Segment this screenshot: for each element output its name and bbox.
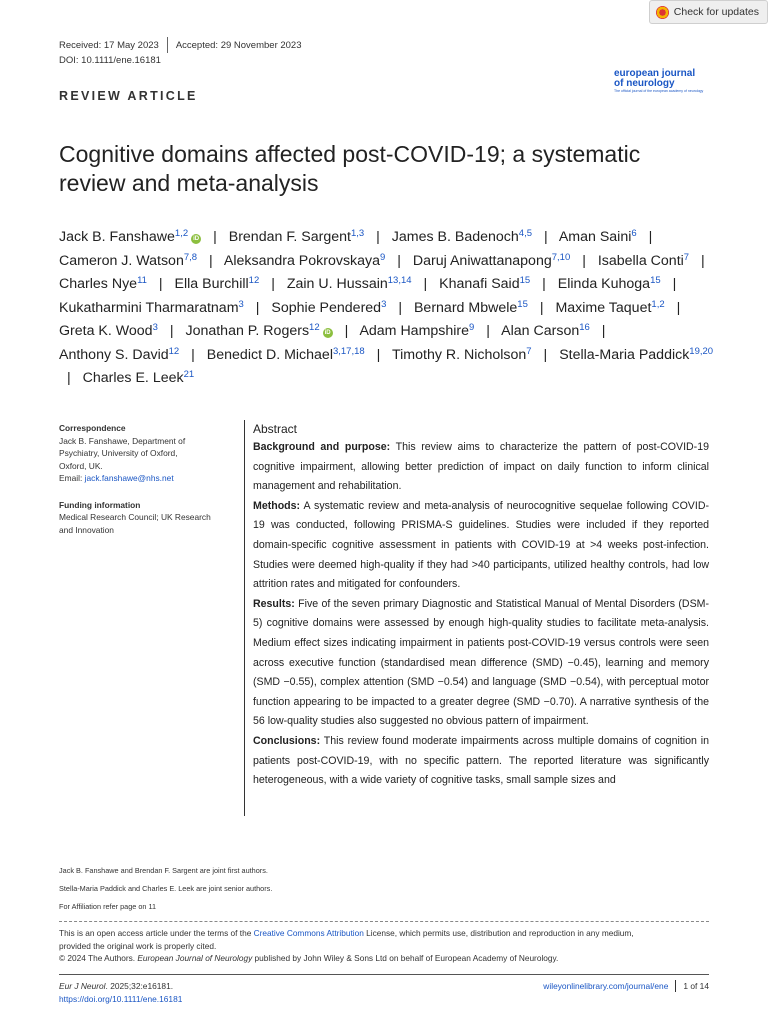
author-separator: | — [67, 370, 71, 386]
author-name: Sophie Pendered — [271, 299, 382, 316]
author-affiliation[interactable]: 12 — [248, 275, 260, 286]
author-name: Timothy R. Nicholson — [392, 346, 527, 363]
funding-line: Medical Research Council; UK Research — [59, 512, 211, 522]
author — [207, 347, 365, 363]
author-affiliation[interactable]: 9 — [469, 322, 475, 333]
check-for-updates-label: Check for updates — [673, 6, 759, 18]
author — [501, 323, 590, 339]
author — [59, 229, 201, 245]
author — [59, 323, 158, 339]
author — [555, 300, 664, 316]
author-separator: | — [582, 252, 586, 269]
author-name: Isabella Conti — [597, 252, 684, 269]
received-date: Received: 17 May 2023 — [59, 39, 159, 51]
crossmark-icon — [656, 6, 669, 19]
author-name: Bernard Mbwele — [413, 299, 518, 316]
cc-license-link[interactable]: Creative Commons Attribution — [253, 928, 364, 938]
journal-logo — [614, 69, 703, 94]
email-line — [59, 472, 239, 485]
journal-logo-line1: european journal — [614, 68, 696, 79]
license-text-part: This is an open access article under the terms of the — [59, 928, 254, 938]
abstract-section — [253, 595, 709, 732]
author-name: Stella-Maria Paddick — [559, 346, 690, 363]
abstract-heading: Abstract — [253, 422, 298, 436]
author-separator: | — [543, 346, 548, 363]
author — [558, 276, 661, 292]
author-separator: | — [601, 323, 606, 339]
abstract-section — [253, 438, 709, 497]
journal-logo-line2: of neurology — [614, 78, 675, 89]
author-separator: | — [676, 299, 681, 316]
note: Stella-Maria Paddick and Charles E. Leek are joint senior authors. — [59, 884, 273, 893]
author-name: Brendan F. Sargent — [228, 229, 351, 245]
author — [287, 276, 412, 292]
author-affiliation[interactable]: 21 — [183, 369, 195, 380]
author — [59, 347, 179, 363]
footer-right — [543, 980, 709, 992]
author-separator: | — [543, 229, 548, 245]
author-name: Elinda Kuhoga — [557, 276, 651, 292]
author-affiliation[interactable]: 7,8 — [183, 251, 198, 263]
author — [413, 253, 570, 269]
section-label: Methods: — [253, 499, 301, 512]
citation-journal: Eur J Neurol — [59, 981, 106, 991]
author-separator: | — [191, 346, 195, 363]
funding-block — [59, 499, 239, 537]
correspondence-line: Oxford, UK. — [59, 460, 103, 471]
author — [598, 253, 689, 269]
author-separator: | — [271, 276, 275, 292]
author-name: Jack B. Fanshawe — [59, 229, 175, 245]
author-name: Adam Hampshire — [359, 323, 470, 339]
funding-heading: Funding information — [59, 499, 141, 510]
author-name: James B. Badenoch — [391, 229, 519, 245]
page-number: 1 of 14 — [683, 981, 709, 991]
author-separator: | — [542, 276, 546, 292]
author-affiliation[interactable]: 13,14 — [387, 275, 412, 286]
author-affiliation[interactable]: 16 — [579, 322, 590, 333]
author-affiliation[interactable]: 6 — [631, 228, 637, 239]
correspondence-line: Psychiatry, University of Oxford, — [59, 448, 178, 458]
author — [83, 370, 195, 386]
author — [559, 347, 713, 363]
author-separator: | — [398, 299, 403, 316]
author-name: Jonathan P. Rogers — [185, 323, 310, 339]
copyright-line — [59, 952, 719, 965]
footer-citation — [59, 980, 182, 1005]
author-affiliation[interactable]: 15 — [517, 298, 528, 310]
author-separator: | — [701, 252, 705, 269]
copyright-part: © 2024 The Authors. — [59, 953, 138, 963]
author-affiliation[interactable]: 1,2 — [174, 228, 189, 239]
author-separator: | — [158, 276, 163, 292]
author-separator: | — [255, 299, 260, 316]
correspondence-block — [59, 422, 239, 485]
author — [229, 229, 364, 245]
correspondence-heading: Correspondence — [59, 423, 126, 433]
author-name: Anthony S. David — [59, 346, 169, 363]
section-text: This review found moderate impairments across multiple domains of cognition in patients post-COVID-19, with no specific pattern. The reported literature was significantly heterogeneous, with a wide variety of cognitive tasks, small sample sizes and — [253, 734, 709, 787]
copyright-part: published by John Wiley & Sons Ltd on behalf of European Academy of Neurology. — [252, 953, 559, 963]
author — [392, 347, 532, 363]
section-text: A systematic review and meta-analysis of neurocognitive sequelae following COVID-19 was conducted, following PRISMA-S guidelines. Studies were included if they reported domain-specific cognitive assessment in patients with COVID-19 at >4 weeks post-infection. Studies were deemed high-quality if they had >40 participants, utilized healthy controls, had low attrition rates and mitigated for confounders. — [253, 499, 709, 591]
check-for-updates-button[interactable] — [649, 0, 768, 24]
author-name: Benedict D. Michael — [206, 346, 333, 363]
section-text: Five of the seven primary Diagnostic and Statistical Manual of Mental Disorders (DSM-5) cognitive domains were assessed by enough high-quality studies to facilitate meta-analysis. Medium effect sizes indicating impairment in patients post-COVID-19 versus controls were seen across executive function (standardised mean difference (SMD) −0.45), learning and memory (SMD −0.55), complex attention (SMD −0.54) and language (SMD −0.54), with perceptual motor function appearing to be impacted to a greater degree (SMD −0.70). A narrative synthesis of the 56 low-quality studies also suggested no obvious pattern of impairment. — [253, 597, 709, 728]
author-affiliation[interactable]: 3 — [152, 322, 158, 333]
license-text-part: License, which permits use, distribution and reproduction in any medium, — [363, 928, 634, 938]
correspondence-line: Jack B. Fanshawe, Department of — [59, 435, 186, 446]
author-affiliation[interactable]: 4,5 — [518, 228, 532, 239]
author-affiliation[interactable]: 9 — [380, 251, 386, 263]
author-separator: | — [672, 276, 677, 292]
copyright-journal: European Journal of Neurology — [137, 953, 253, 963]
journal-logo-tagline: The official journal of the european academy of neurology — [614, 89, 704, 93]
author-name: Charles E. Leek — [82, 370, 184, 386]
author — [59, 276, 147, 292]
note: Jack B. Fanshawe and Brendan F. Sargent are joint first authors. — [59, 866, 268, 875]
abstract — [253, 420, 709, 791]
author-affiliation[interactable]: 12 — [309, 322, 320, 333]
author — [59, 253, 197, 269]
orcid-icon[interactable]: iD — [193, 236, 200, 242]
abstract-divider — [244, 420, 245, 816]
citation-details: . 2025;32:e16181. — [105, 981, 174, 991]
author-name: Alan Carson — [501, 323, 580, 339]
author — [175, 276, 260, 292]
author-affiliation[interactable]: 3,17,18 — [332, 345, 365, 357]
author-name: Maxime Taquet — [555, 299, 652, 316]
section-text: This review aims to characterize the pattern of post-COVID-19 cognitive impairment, allowing better prediction of impact on daily function to inform clinical management and rehabilitation. — [253, 441, 709, 493]
author — [359, 323, 474, 339]
journal-site-link[interactable]: wileyonlinelibrary.com/journal/ene — [543, 981, 669, 991]
author-name: Ella Burchill — [174, 276, 249, 292]
author-affiliation[interactable]: 1,3 — [350, 228, 365, 239]
author-affiliation[interactable]: 3 — [381, 298, 387, 310]
author-separator: | — [539, 299, 544, 316]
citation-line — [59, 980, 182, 993]
accepted-date: Accepted: 29 November 2023 — [175, 39, 302, 51]
author-affiliation[interactable]: 7,10 — [551, 251, 571, 263]
author-affiliation[interactable]: 15 — [650, 275, 661, 286]
author-notes — [59, 866, 719, 920]
email-link[interactable]: jack.fanshawe@nhs.net — [84, 473, 174, 483]
license-line — [59, 927, 719, 940]
author — [439, 276, 530, 292]
sidebar-info — [59, 422, 239, 550]
author — [559, 229, 637, 245]
author-name: Aman Saini — [558, 229, 632, 245]
abstract-section — [253, 497, 709, 595]
author-name: Greta K. Wood — [59, 323, 153, 339]
orcid-icon[interactable]: iD — [324, 330, 331, 336]
author-separator: | — [648, 229, 653, 245]
author-name: Charles Nye — [59, 276, 138, 292]
author — [185, 323, 332, 339]
author — [414, 300, 528, 316]
license-text — [59, 927, 719, 965]
abstract-section — [253, 732, 709, 791]
author-affiliation[interactable]: 1,2 — [651, 298, 665, 310]
author — [59, 300, 244, 316]
author-separator: | — [376, 346, 381, 363]
footer-divider — [59, 974, 709, 975]
author-affiliation[interactable]: 7 — [526, 345, 532, 357]
author-name: Kukatharmini Tharmaratnam — [59, 299, 239, 316]
author — [392, 229, 532, 245]
dashed-divider — [59, 921, 709, 922]
doi-link[interactable]: https://doi.org/10.1111/ene.16181 — [59, 993, 183, 1004]
author-name: Zain U. Hussain — [286, 276, 388, 292]
license-line: provided the original work is properly cited. — [59, 940, 217, 951]
author-separator: | — [486, 323, 490, 339]
section-label: Conclusions: — [253, 734, 321, 747]
author-separator: | — [423, 276, 428, 292]
author-affiliation[interactable]: 12 — [168, 345, 180, 357]
author-affiliation[interactable]: 15 — [519, 275, 531, 286]
funding-line: and Innovation — [59, 524, 114, 535]
note: For Affiliation refer page on 11 — [59, 902, 157, 911]
author-affiliation[interactable]: 11 — [137, 275, 147, 286]
author-separator: | — [209, 252, 213, 269]
footer-separator — [675, 980, 676, 992]
author-list — [59, 226, 719, 391]
article-title: Cognitive domains affected post-COVID-19; a systematic review and meta-analysis — [59, 141, 641, 196]
author-name: Aleksandra Pokrovskaya — [223, 252, 381, 269]
section-label: Background and purpose: — [253, 441, 391, 453]
section-label: Results: — [253, 597, 295, 610]
author-affiliation[interactable]: 7 — [683, 251, 690, 263]
author — [271, 300, 386, 316]
article-dates — [59, 37, 302, 53]
author-name: Cameron J. Watson — [59, 252, 184, 269]
article-doi: DOI: 10.1111/ene.16181 — [59, 55, 161, 66]
author-separator: | — [397, 252, 401, 269]
email-label: Email: — [59, 473, 85, 483]
author — [224, 253, 385, 269]
author-separator: | — [169, 323, 174, 339]
author-name: Daruj Aniwattanapong — [412, 252, 552, 269]
date-divider — [167, 37, 168, 53]
author-separator: | — [344, 323, 349, 339]
author-affiliation[interactable]: 3 — [238, 298, 244, 310]
author-separator: | — [376, 229, 380, 245]
author-name: Khanafi Said — [439, 276, 520, 292]
author-separator: | — [213, 229, 217, 245]
article-type: REVIEW ARTICLE — [59, 89, 198, 103]
author-affiliation[interactable]: 19,20 — [689, 345, 714, 357]
